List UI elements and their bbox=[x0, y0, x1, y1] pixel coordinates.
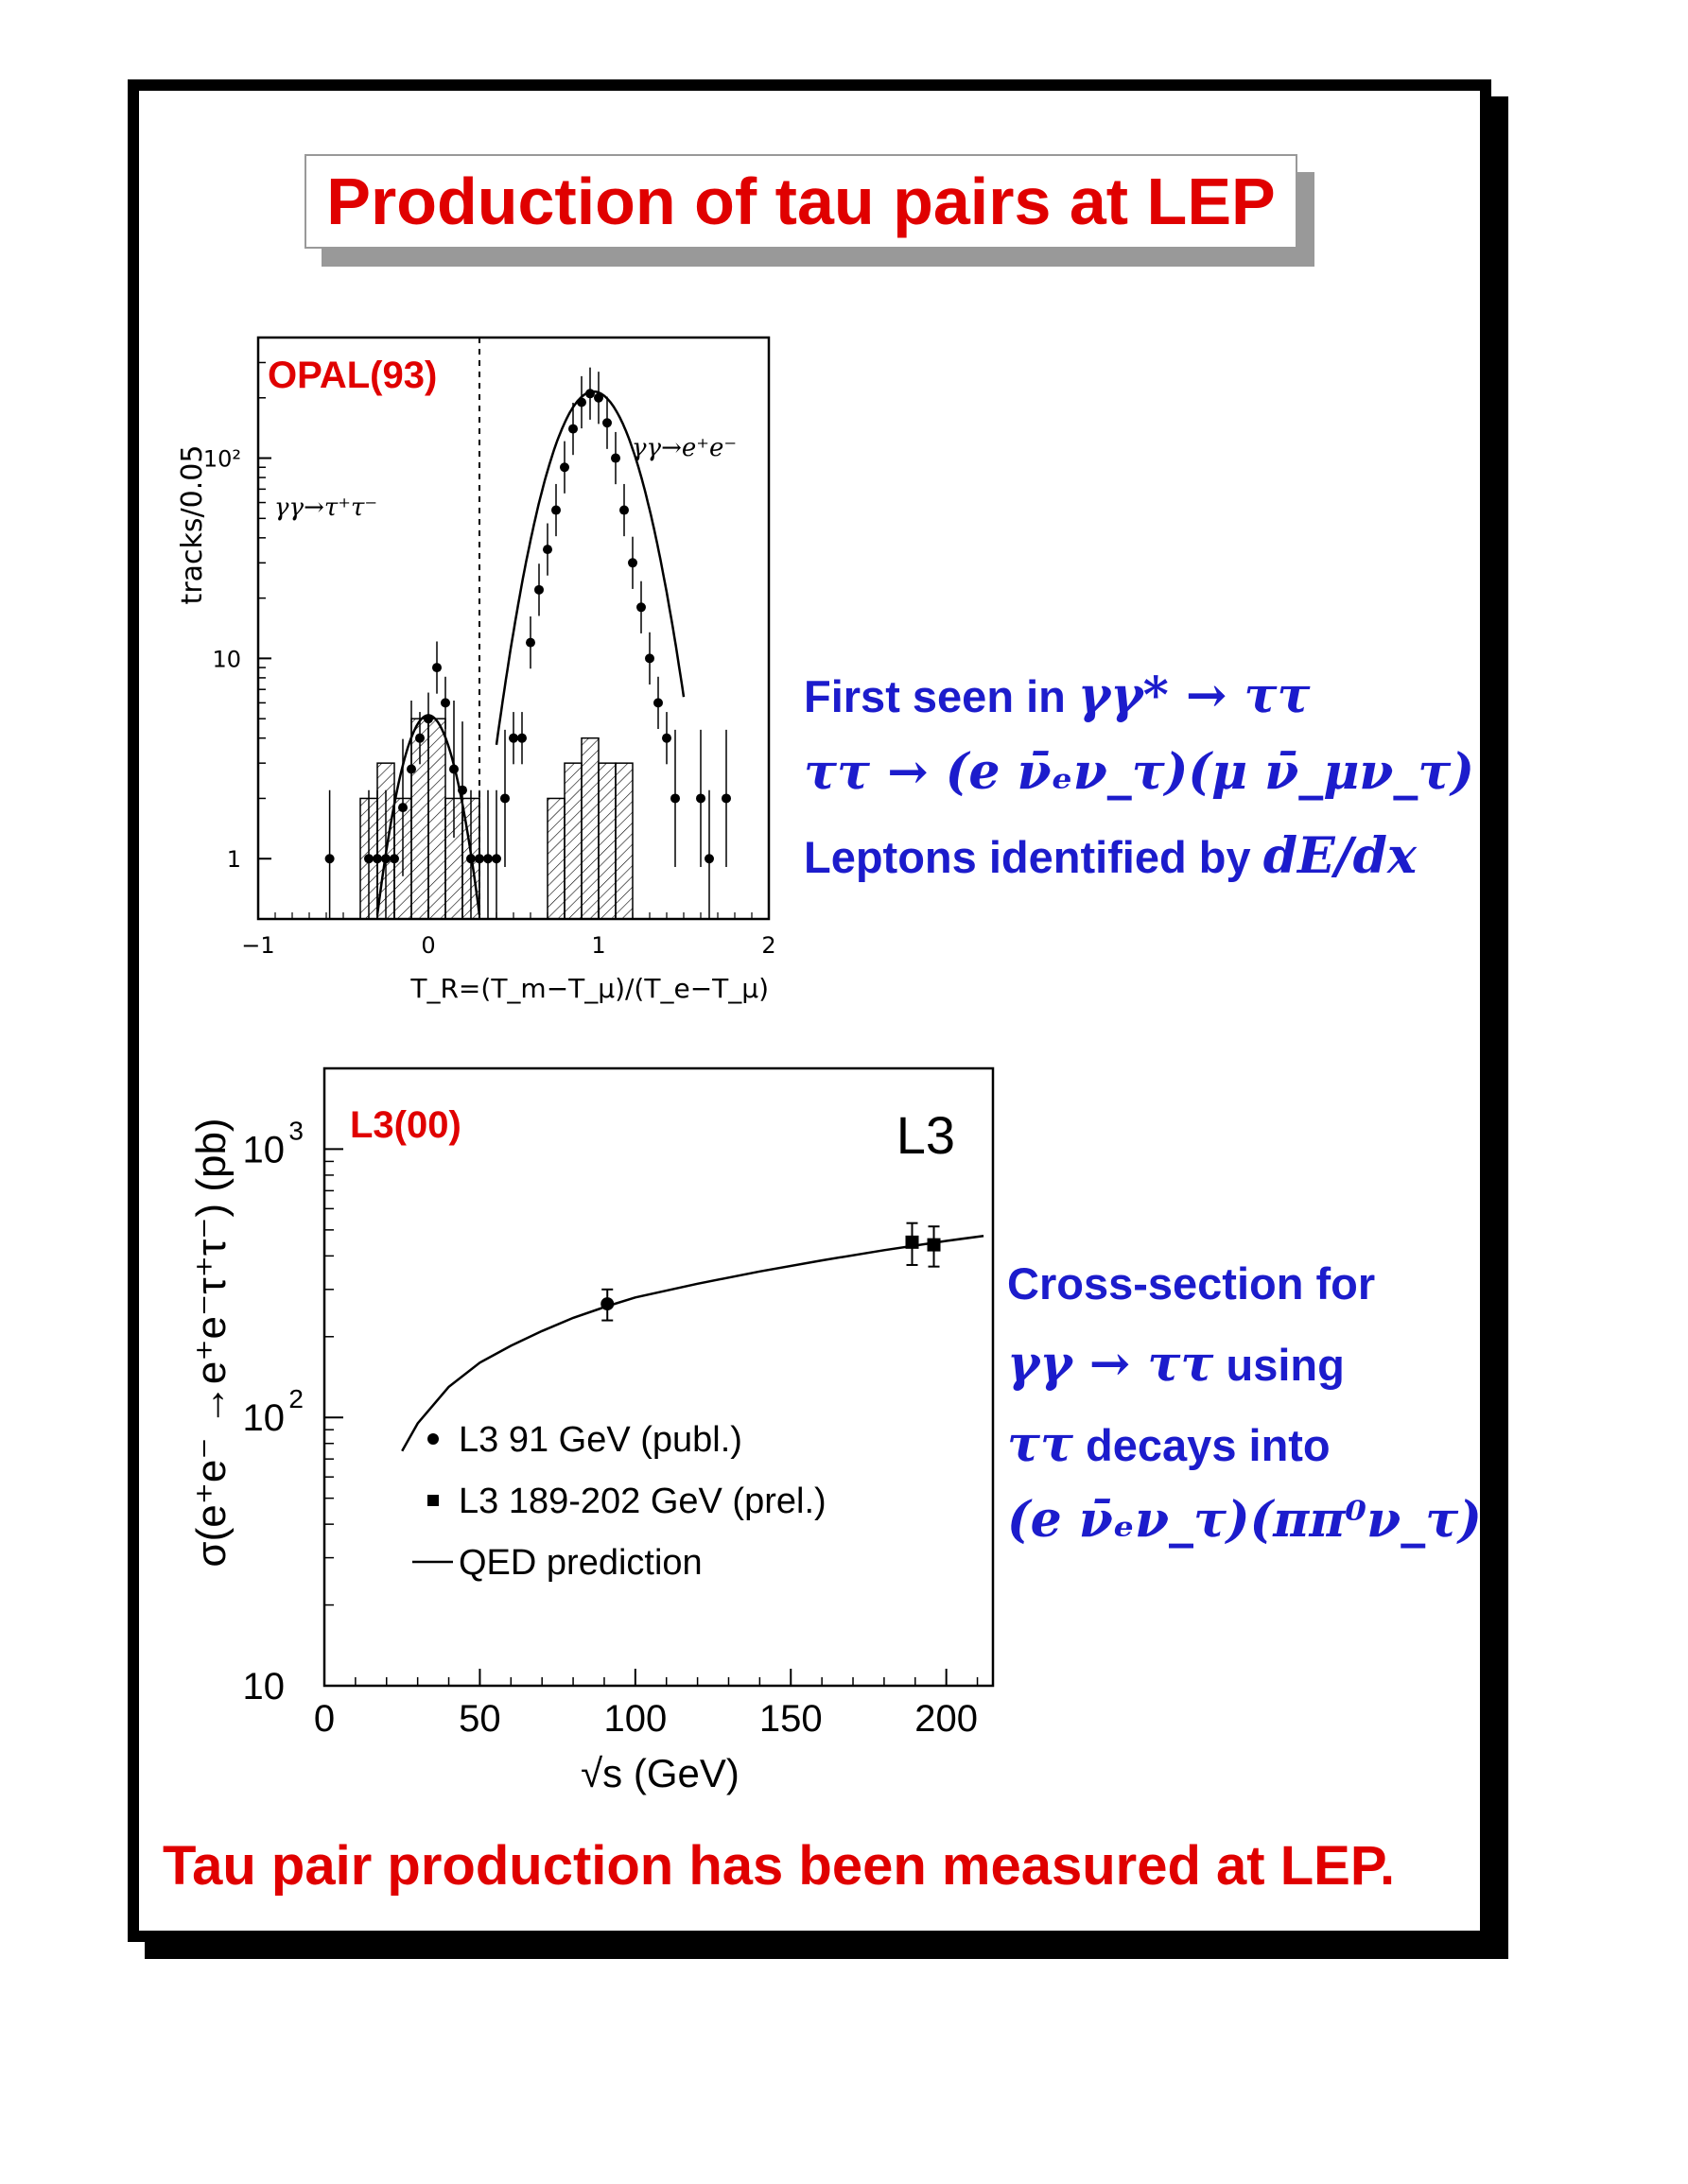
l3-y-tick-exponent: 2 bbox=[288, 1384, 304, 1414]
l3-legend-item-3: QED prediction bbox=[459, 1543, 703, 1583]
opal-x-axis-label: T_R=(T_m−T_μ)/(T_e−T_μ) bbox=[410, 973, 769, 1004]
l3-logo: L3 bbox=[896, 1105, 955, 1165]
l3-x-tick-label: 50 bbox=[459, 1698, 501, 1740]
l3-x-tick-label: 0 bbox=[313, 1698, 336, 1740]
l3-annotation-text2: using bbox=[1226, 1340, 1345, 1390]
opal-x-tick-label: 2 bbox=[761, 932, 776, 959]
slide-frame bbox=[128, 79, 1491, 1942]
title-box bbox=[305, 154, 1297, 249]
l3-experiment-label: L3(00) bbox=[350, 1104, 461, 1146]
opal-channel-left: γγ→τ⁺τ⁻ bbox=[274, 494, 378, 522]
l3-legend-item-1: L3 91 GeV (publ.) bbox=[459, 1420, 742, 1460]
opal-x-tick-label: 0 bbox=[421, 932, 436, 959]
opal-annotation-text1: First seen in bbox=[804, 671, 1066, 721]
l3-x-tick-label: 100 bbox=[603, 1698, 668, 1740]
opal-annotation-math3: dE/dx bbox=[1262, 827, 1418, 885]
opal-annotation-line2 bbox=[804, 743, 1474, 801]
opal-x-tick-label: 1 bbox=[591, 932, 606, 959]
opal-annotation-line3 bbox=[804, 827, 1417, 885]
l3-annotation-math4: (e ν̄ₑν_τ)(ππ⁰ν_τ) bbox=[1007, 1491, 1482, 1549]
opal-annotation-text3: Leptons identified by bbox=[804, 832, 1251, 882]
l3-x-tick-label: 200 bbox=[914, 1698, 979, 1740]
l3-annotation-line3 bbox=[1007, 1415, 1331, 1473]
l3-y-tick-label: 10 bbox=[242, 1129, 285, 1171]
l3-x-axis-label: √s (GeV) bbox=[581, 1751, 740, 1795]
opal-annotation-line1 bbox=[804, 667, 1311, 724]
l3-annotation-line4 bbox=[1007, 1491, 1482, 1549]
l3-y-tick-exponent: 3 bbox=[288, 1116, 304, 1146]
l3-annotation-text1: Cross-section for bbox=[1007, 1258, 1376, 1309]
l3-x-tick-label: 150 bbox=[758, 1698, 823, 1740]
opal-y-axis-label: tracks/0.05 bbox=[176, 444, 209, 605]
opal-y-tick-label: 1 bbox=[226, 846, 241, 874]
opal-channel-right: γγ→e⁺e⁻ bbox=[632, 434, 738, 462]
l3-legend-item-2: L3 189-202 GeV (prel.) bbox=[459, 1482, 827, 1521]
opal-annotation-math1: γγ* → ττ bbox=[1077, 667, 1311, 724]
opal-y-tick-label: 10² bbox=[202, 445, 241, 473]
l3-y-axis-label: σ(e⁺e⁻ →e⁺e⁻τ⁺τ⁻) (pb) bbox=[188, 1118, 235, 1568]
opal-y-tick-label: 10 bbox=[212, 646, 241, 673]
l3-annotation-text3: decays into bbox=[1086, 1420, 1331, 1470]
conclusion-text: Tau pair production has been measured at LEP. bbox=[163, 1835, 1396, 1897]
slide-title: Production of tau pairs at LEP bbox=[326, 165, 1276, 238]
l3-annotation-line2 bbox=[1007, 1335, 1345, 1393]
l3-y-tick-label: 10 bbox=[242, 1666, 285, 1707]
l3-y-tick-label: 10 bbox=[242, 1397, 285, 1440]
opal-annotation-math2: ττ → (e ν̄ₑν_τ)(μ ν̄_μν_τ) bbox=[804, 743, 1474, 801]
l3-annotation-math2: γγ → ττ bbox=[1007, 1335, 1214, 1393]
l3-annotation-math3: ττ bbox=[1007, 1415, 1073, 1473]
opal-x-tick-label: −1 bbox=[241, 932, 275, 959]
l3-annotation-line1 bbox=[1007, 1257, 1375, 1309]
opal-experiment-label: OPAL(93) bbox=[268, 355, 438, 396]
